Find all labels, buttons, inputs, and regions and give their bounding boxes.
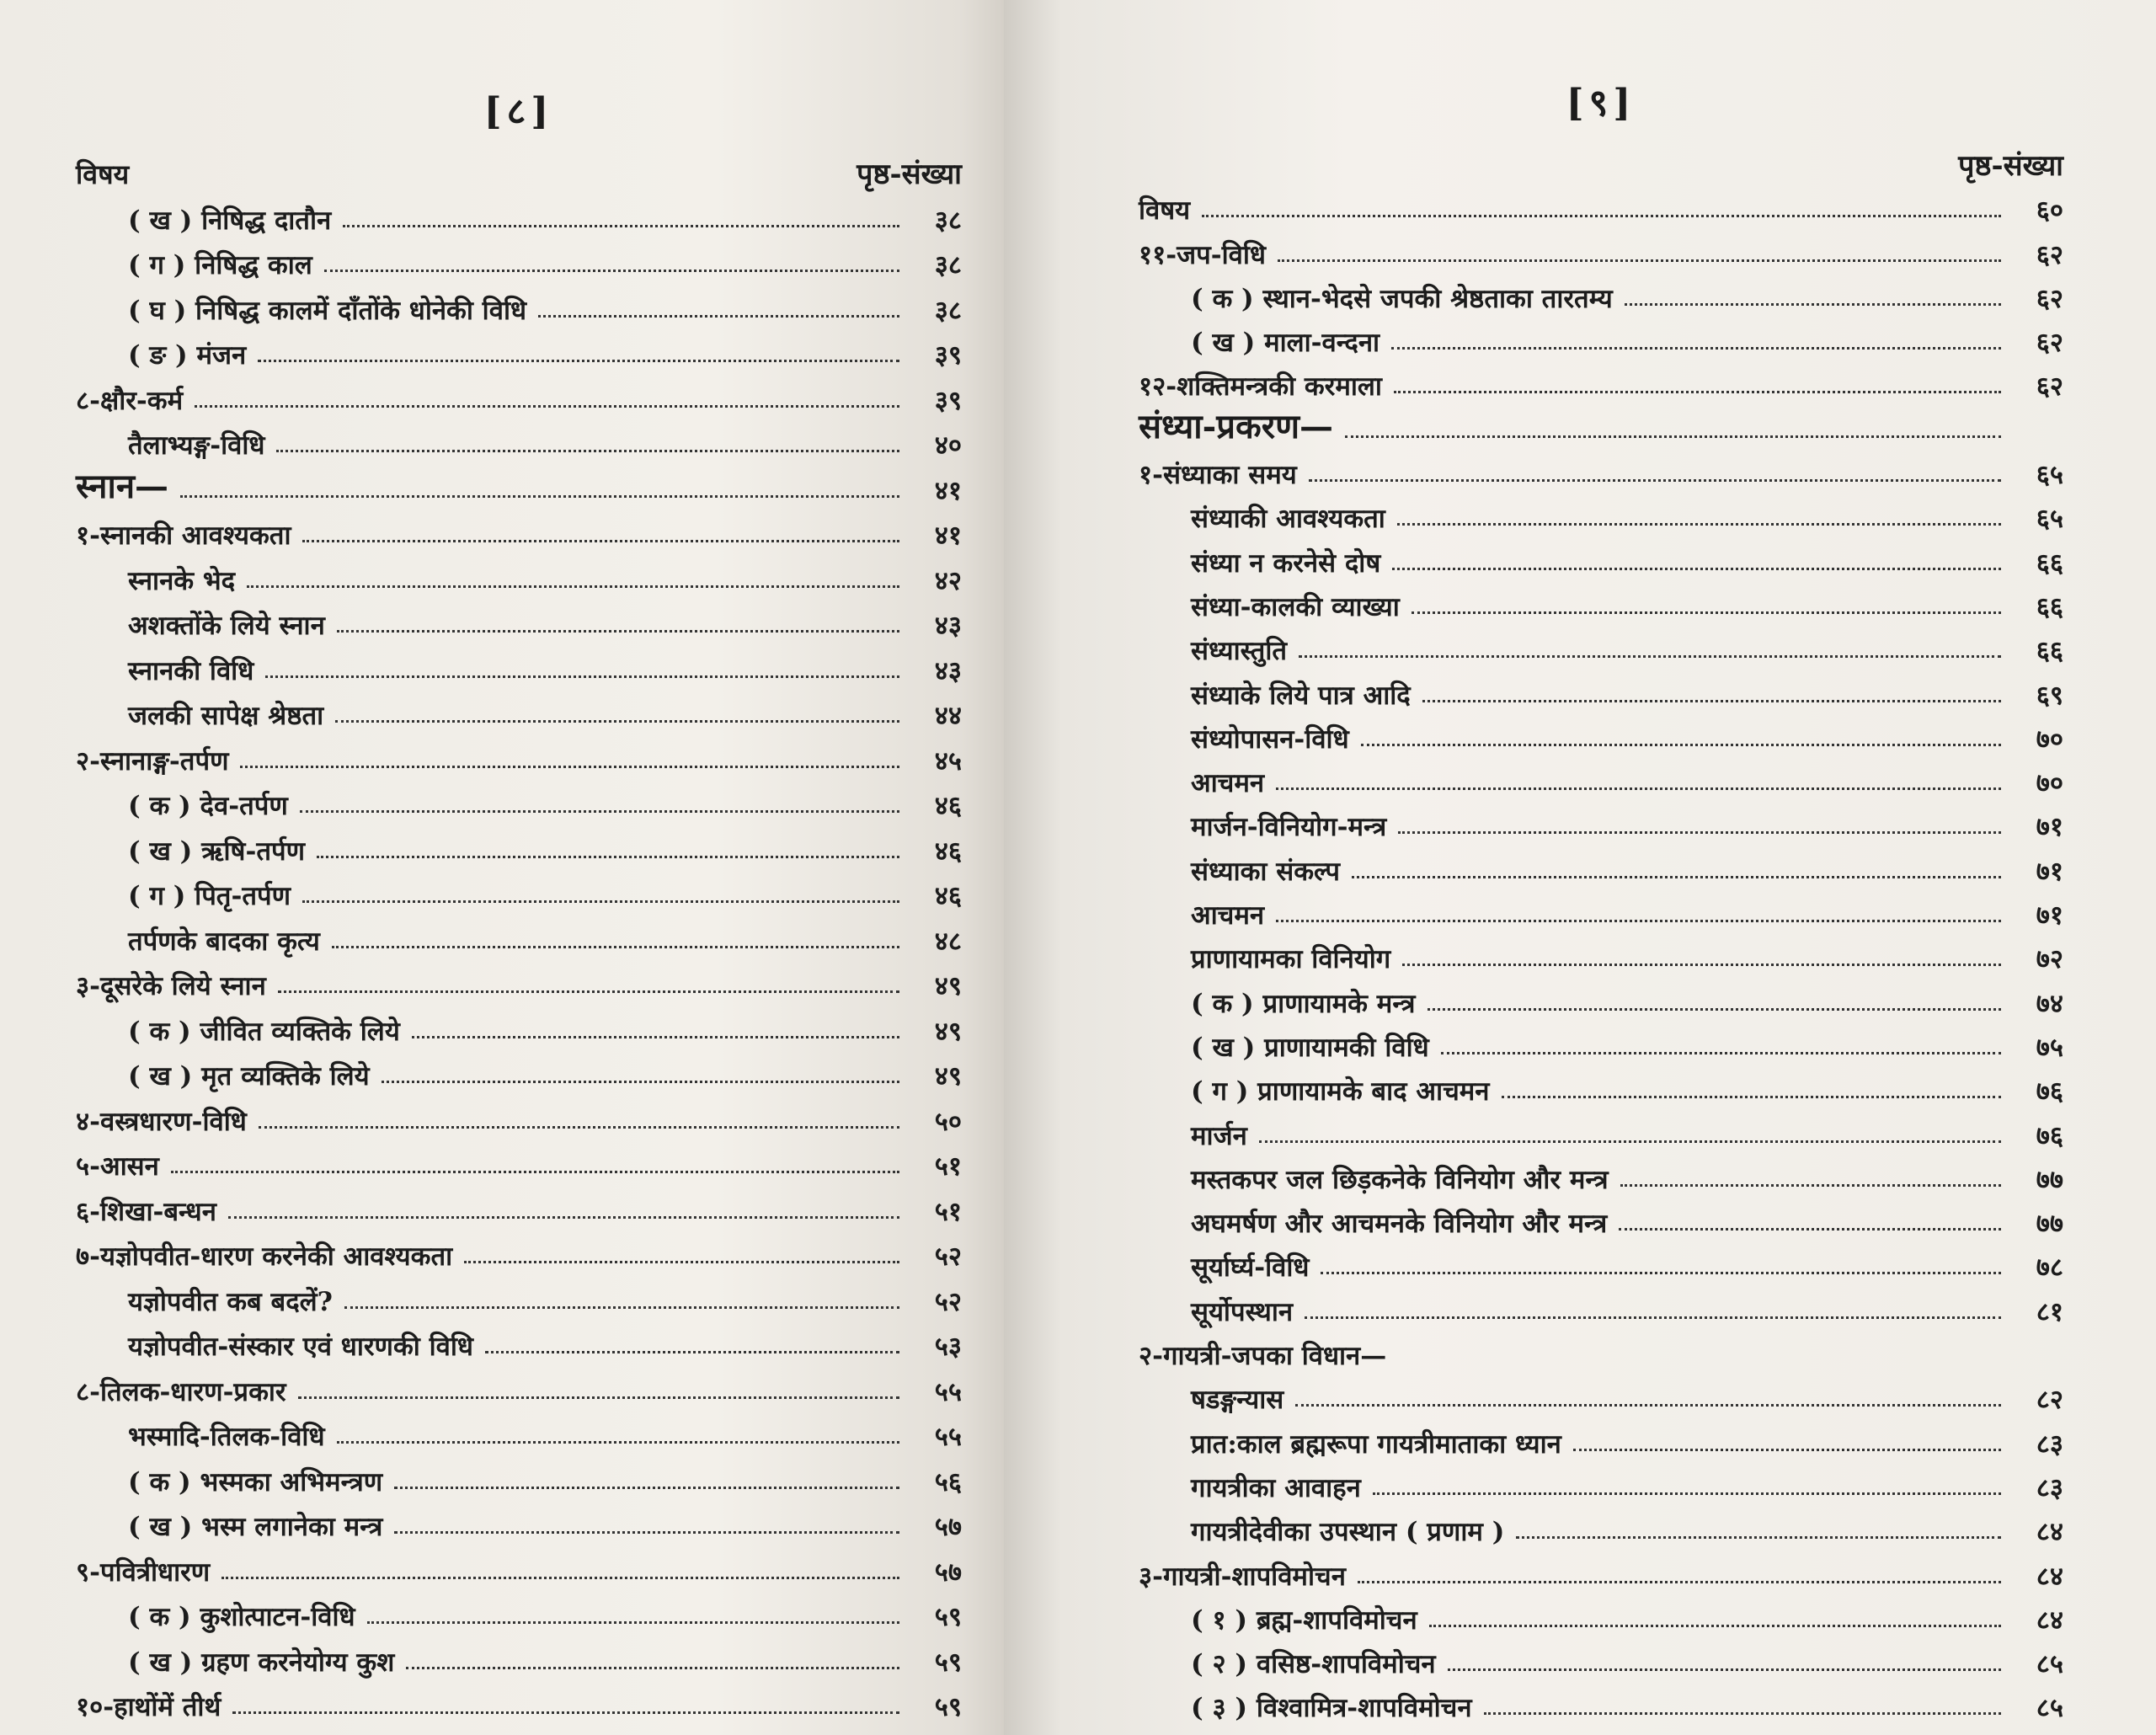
dot-leader (1321, 1272, 2001, 1274)
toc-entry-page: ८४ (2036, 1561, 2063, 1592)
toc-entry-page: ५७ (934, 1512, 962, 1542)
page-count-heading: पृष्ठ-संख्या (857, 157, 962, 191)
toc-entry-page: ७८ (2036, 1252, 2063, 1284)
dot-leader (1394, 391, 2001, 393)
toc-entry-title: स्नानकी विधि (128, 655, 254, 686)
dot-leader (1345, 435, 2001, 438)
dot-leader (1502, 1096, 2001, 1098)
dot-leader (1299, 655, 2001, 658)
toc-entry (1139, 272, 2063, 316)
toc-entry (76, 778, 962, 824)
toc-entry-title: ( क ) जीवित व्यक्तिके लिये (128, 1016, 400, 1047)
toc-entry (1139, 1065, 2063, 1108)
dot-leader (344, 1306, 899, 1309)
toc-entry-title: ( ख ) माला-वन्दना (1191, 328, 1380, 359)
toc-entry-page: ५२ (934, 1241, 962, 1272)
dot-leader (1276, 787, 2001, 790)
toc-entry (1139, 668, 2063, 712)
toc-entry-page: ५३ (934, 1332, 962, 1362)
toc-entry (76, 418, 962, 463)
toc-entry (76, 1093, 962, 1139)
toc-entry-title: विषय (1139, 195, 1191, 227)
toc-entry (1139, 1505, 2063, 1549)
dot-leader (485, 1351, 899, 1353)
toc-entry-title: तैलाभ्यङ्ग-विधि (128, 430, 265, 461)
toc-entry-page: ४९ (934, 1016, 962, 1047)
toc-entry (1139, 1197, 2063, 1241)
toc-entry (76, 1409, 962, 1455)
toc-entry (76, 282, 962, 328)
dot-leader (464, 1261, 899, 1263)
dot-leader (1305, 1316, 2001, 1319)
dot-leader (1278, 259, 2001, 262)
toc-entry (1139, 536, 2063, 579)
toc-entry (1139, 844, 2063, 888)
toc-entry-title: ९-पवित्रीधारण (76, 1556, 211, 1588)
toc-entry (76, 868, 962, 914)
toc-entry (1139, 184, 2063, 227)
dot-leader (1391, 347, 2001, 350)
toc-entry (76, 1139, 962, 1184)
toc-entry (1139, 1108, 2063, 1152)
toc-entry-page: ५९ (934, 1647, 962, 1678)
toc-entry-page: ६९ (2036, 680, 2063, 711)
toc-entry (1139, 580, 2063, 624)
toc-entry-page: ७७ (2036, 1164, 2063, 1195)
toc-entry (76, 913, 962, 958)
dot-leader (221, 1577, 899, 1579)
dot-leader (1428, 1008, 2001, 1011)
toc-list (1139, 227, 2063, 1725)
toc-entry-page: ५९ (934, 1692, 962, 1722)
toc-entry-title: ( १ ) ब्रह्म-शापविमोचन (1191, 1604, 1417, 1636)
toc-entry-page: ६२ (2036, 283, 2063, 314)
toc-entry (76, 1003, 962, 1049)
column-header (76, 136, 962, 192)
dot-leader (259, 1126, 899, 1129)
dot-leader (1620, 1184, 2001, 1187)
toc-entry-page: ४५ (934, 745, 962, 777)
toc-entry (76, 372, 962, 418)
dot-leader (180, 495, 899, 498)
toc-entry-title: १०-हाथोंमें तीर्थ (76, 1692, 221, 1722)
toc-entry-page: ५९ (934, 1602, 962, 1632)
toc-entry-title: स्नानके भेद (128, 565, 236, 596)
dot-leader (1295, 1404, 2001, 1407)
toc-entry-title: ( ख ) प्राणायामकी विधि (1191, 1032, 1429, 1063)
subject-heading: विषय (76, 158, 130, 190)
toc-entry-title: ( ङ ) मंजन (128, 340, 247, 371)
toc-entry (1139, 624, 2063, 668)
toc-entry-page: ७४ (2036, 988, 2063, 1019)
toc-entry-title: ( क ) स्थान-भेदसे जपकी श्रेष्ठताका तारतम्य (1191, 283, 1613, 314)
toc-entry-page: ७१ (2036, 900, 2063, 932)
dot-leader (240, 766, 899, 768)
dot-leader (1516, 1536, 2001, 1539)
toc-entry-title: २-गायत्री-जपका विधान— (1139, 1341, 1387, 1372)
dot-leader (1402, 964, 2001, 966)
dot-leader (1361, 744, 2001, 746)
dot-leader (1448, 1668, 2001, 1671)
dot-leader (228, 1216, 899, 1219)
toc-entry (76, 1499, 962, 1545)
toc-entry (1139, 756, 2063, 800)
toc-entry (76, 192, 962, 238)
toc-entry-title: ( क ) भस्मका अभिमन्त्रण (128, 1466, 383, 1497)
toc-entry-page: ३९ (934, 340, 962, 371)
toc-entry-page: ६६ (2036, 636, 2063, 667)
toc-entry-title: ( क ) देव-तर्पण (128, 791, 288, 821)
toc-entry (76, 1544, 962, 1589)
toc-entry-title: यज्ञोपवीत-संस्कार एवं धारणकी विधि (128, 1332, 473, 1362)
toc-entry-page: ७६ (2036, 1120, 2063, 1151)
toc-entry-page: ३९ (934, 385, 962, 416)
dot-leader (394, 1531, 899, 1534)
toc-entry (76, 1634, 962, 1679)
toc-entry-title: षडङ्गन्यास (1191, 1385, 1284, 1416)
toc-entry-page: ५० (934, 1106, 962, 1137)
dot-leader (1352, 876, 2001, 878)
toc-entry (1139, 1284, 2063, 1328)
dot-leader (337, 1441, 899, 1444)
toc-entry-page: ७० (2036, 768, 2063, 799)
dot-leader (1202, 215, 2001, 217)
toc-entry-page: ३८ (934, 250, 962, 280)
toc-entry (1139, 1241, 2063, 1284)
toc-entry-page: ६५ (2036, 504, 2063, 535)
toc-entry-page: ७२ (2036, 944, 2063, 975)
toc-entry-page: ७७ (2036, 1209, 2063, 1240)
toc-entry (1139, 1549, 2063, 1593)
toc-entry-page: ८२ (2036, 1385, 2063, 1416)
dot-leader (406, 1667, 899, 1669)
dot-leader (1373, 1492, 2001, 1495)
toc-entry-page: ८३ (2036, 1472, 2063, 1503)
left-page (0, 0, 1021, 1735)
toc-entry-title: ( ख ) ऋषि-तर्पण (128, 835, 306, 867)
toc-entry-page: ५६ (934, 1466, 962, 1497)
toc-entry (76, 508, 962, 553)
toc-entry-title: संध्यास्तुति (1191, 636, 1288, 667)
dot-leader (300, 810, 899, 813)
dot-leader (276, 450, 899, 452)
toc-entry-title: ६-शिखा-बन्धन (76, 1196, 216, 1227)
toc-entry-title: ( क ) प्राणायामके मन्त्र (1191, 988, 1416, 1019)
toc-entry-title: भस्मादि-तिलक-विधि (128, 1422, 325, 1452)
toc-entry (1139, 448, 2063, 492)
dot-leader (1397, 523, 2001, 526)
dot-leader (332, 946, 899, 948)
toc-entry-title: ३-दूसरेके लिये स्नान (76, 971, 266, 1001)
dot-leader (1309, 479, 2001, 482)
toc-entry (1139, 976, 2063, 1020)
toc-entry-title: स्नान— (76, 466, 169, 506)
toc-entry-title: सूर्योपस्थान (1191, 1296, 1294, 1327)
toc-entry-page: ५७ (934, 1556, 962, 1588)
toc-entry (1139, 492, 2063, 536)
toc-entry-page: ७५ (2036, 1032, 2063, 1063)
dot-leader (247, 585, 899, 588)
dot-leader (343, 225, 899, 227)
toc-entry-title: संध्या-प्रकरण— (1139, 406, 1334, 446)
toc-entry-title: ३-गायत्री-शापविमोचन (1139, 1561, 1346, 1592)
toc-entry-page: ५२ (934, 1286, 962, 1317)
toc-entry (1139, 1681, 2063, 1725)
toc-entry-title: तर्पणके बादका कृत्य (128, 926, 320, 957)
toc-entry (1139, 713, 2063, 756)
dot-leader (298, 1396, 899, 1399)
toc-entry-title: प्रात:काल ब्रह्मरूपा गायत्रीमाताका ध्यान (1191, 1428, 1561, 1460)
toc-entry-title: १२-शक्तिमन्त्रकी करमाला (1139, 371, 1382, 403)
toc-entry-page: ६२ (2036, 328, 2063, 359)
dot-leader (1619, 1228, 2001, 1231)
toc-entry-title: संध्याके लिये पात्र आदि (1191, 680, 1411, 711)
toc-entry-title: मस्तकपर जल छिड़कनेके विनियोग और मन्त्र (1191, 1164, 1609, 1195)
toc-entry-page: ४३ (934, 611, 962, 641)
toc-entry-title: मार्जन (1191, 1120, 1247, 1151)
toc-entry-title: ( ख ) भस्म लगानेका मन्त्र (128, 1512, 383, 1542)
toc-entry (1139, 1461, 2063, 1505)
toc-entry-page: ४९ (934, 1061, 962, 1092)
toc-entry-page: ४६ (934, 881, 962, 911)
toc-entry-title: जलकी सापेक्ष श्रेष्ठता (128, 701, 324, 731)
dot-leader (265, 675, 899, 678)
dot-leader (382, 1081, 899, 1083)
toc-entry (76, 823, 962, 868)
toc-entry (76, 1364, 962, 1409)
toc-entry-title: ५-आसन (76, 1151, 159, 1182)
dot-leader (1259, 1140, 2001, 1143)
right-page (1004, 0, 2156, 1735)
toc-entry-title: ( ख ) निषिद्ध दातौन (128, 205, 332, 236)
toc-entry-page: ८५ (2036, 1649, 2063, 1680)
toc-entry (76, 1273, 962, 1319)
toc-entry (1139, 360, 2063, 403)
toc-entry (76, 598, 962, 643)
toc-entry-title: यज्ञोपवीत कब बदलें? (128, 1286, 333, 1317)
toc-entry (76, 1183, 962, 1229)
toc-entry-page: ६६ (2036, 547, 2063, 579)
toc-entry (76, 1229, 962, 1274)
dot-leader (171, 1171, 899, 1173)
toc-entry-title: संध्योपासन-विधि (1191, 723, 1349, 755)
dot-leader (1276, 920, 2001, 922)
toc-entry-title: मार्जन-विनियोग-मन्त्र (1191, 812, 1387, 843)
toc-entry-page: ३८ (934, 295, 962, 326)
toc-entry-page: ७१ (2036, 812, 2063, 843)
toc-entry (76, 1679, 962, 1725)
dot-leader (1398, 831, 2001, 834)
dot-leader (538, 315, 899, 318)
column-header (1139, 128, 2063, 184)
toc-entry-page: ४१ (934, 475, 962, 506)
toc-entry-title: २-स्नानाङ्ग-तर्पण (76, 745, 229, 777)
toc-entry (1139, 1373, 2063, 1417)
toc-entry (76, 1049, 962, 1094)
dot-leader (337, 630, 899, 633)
toc-entry-page: ४३ (934, 655, 962, 686)
toc-entry (76, 1589, 962, 1635)
dot-leader (258, 360, 899, 362)
toc-entry-page: ६५ (2036, 460, 2063, 491)
toc-entry (76, 688, 962, 734)
toc-entry-title: अघमर्षण और आचमनके विनियोग और मन्त्र (1191, 1209, 1608, 1240)
dot-leader (1422, 700, 2001, 702)
toc-entry-title: १-स्नानकी आवश्यकता (76, 520, 291, 551)
toc-entry (1139, 1153, 2063, 1197)
dot-leader (1412, 611, 2001, 614)
toc-entry (1139, 1021, 2063, 1065)
toc-entry-title: सूर्यार्घ्य-विधि (1191, 1252, 1310, 1284)
toc-entry-page: ७६ (2036, 1076, 2063, 1108)
toc-entry-page: ४६ (934, 791, 962, 821)
toc-entry-title: ११-जप-विधि (1139, 239, 1266, 270)
toc-entry-title: ( ग ) पितृ-तर्पण (128, 881, 291, 911)
toc-entry-title: संध्या न करनेसे दोष (1191, 547, 1381, 579)
toc-entry-page: ५१ (934, 1151, 962, 1182)
dot-leader (367, 1621, 899, 1624)
toc-entry-page: ८४ (2036, 1517, 2063, 1548)
dot-leader (195, 405, 899, 408)
toc-list (76, 192, 962, 1724)
toc-entry-title: ( ३ ) विश्वामित्र-शापविमोचन (1191, 1693, 1472, 1724)
toc-entry (76, 733, 962, 778)
toc-entry (76, 553, 962, 598)
toc-entry-page: ४६ (934, 835, 962, 867)
dot-leader (232, 1711, 899, 1714)
toc-entry (76, 958, 962, 1004)
toc-entry-title: अशक्तोंके लिये स्नान (128, 611, 325, 641)
toc-entry-title: संध्या-कालकी व्याख्या (1191, 591, 1400, 622)
toc-entry-page: ४८ (934, 926, 962, 957)
toc-entry-page: ८१ (2036, 1296, 2063, 1327)
dot-leader (317, 856, 899, 858)
dot-leader (302, 540, 899, 542)
toc-entry-page: ३८ (934, 205, 962, 236)
dot-leader (1484, 1712, 2001, 1715)
toc-entry-title: ( ग ) निषिद्ध काल (128, 250, 312, 280)
toc-entry-title: ( क ) कुशोत्पाटन-विधि (128, 1602, 355, 1632)
toc-entry-page: ४४ (934, 701, 962, 731)
toc-entry-title: ( ख ) मृत व्यक्तिके लिये (128, 1061, 370, 1092)
dot-leader (324, 270, 899, 272)
toc-entry-title: १-संध्याका समय (1139, 460, 1297, 491)
dot-leader (335, 720, 899, 723)
toc-entry-title: ( २ ) वसिष्ठ-शापविमोचन (1191, 1649, 1436, 1680)
page-count-heading: पृष्ठ-संख्या (1958, 149, 2063, 183)
toc-entry (1139, 1329, 2063, 1373)
toc-entry-page: ६६ (2036, 591, 2063, 622)
toc-entry-page: ४२ (934, 565, 962, 596)
dot-leader (1358, 1581, 2001, 1583)
toc-entry-title: ७-यज्ञोपवीत-धारण करनेकी आवश्यकता (76, 1241, 453, 1272)
toc-entry-title: संध्याका संकल्प (1191, 856, 1340, 887)
toc-entry-title: आचमन (1191, 768, 1265, 799)
toc-entry (1139, 1637, 2063, 1681)
dot-leader (302, 900, 899, 903)
toc-entry-page: ५५ (934, 1376, 962, 1407)
toc-entry-title: ( ग ) प्राणायामके बाद आचमन (1191, 1076, 1490, 1108)
page-number: [९] (1566, 82, 1636, 125)
toc-entry (76, 643, 962, 688)
toc-entry-title: गायत्रीका आवाहन (1191, 1472, 1361, 1503)
toc-entry-page: ८४ (2036, 1604, 2063, 1636)
toc-entry-title: ८-तिलक-धारण-प्रकार (76, 1376, 286, 1407)
toc-entry-page: ७० (2036, 723, 2063, 755)
toc-entry-page: ५१ (934, 1196, 962, 1227)
toc-entry (76, 1454, 962, 1499)
toc-entry (1139, 932, 2063, 976)
toc-entry (76, 1319, 962, 1364)
dot-leader (412, 1036, 899, 1038)
dot-leader (1573, 1449, 2001, 1451)
toc-entry-title: ( घ ) निषिद्ध कालमें दाँतोंके धोनेकी विधि (128, 295, 527, 326)
toc-entry (1139, 889, 2063, 932)
toc-entry-title: प्राणायामका विनियोग (1191, 944, 1391, 975)
dot-leader (1429, 1625, 2001, 1627)
toc-entry-page: ६२ (2036, 371, 2063, 403)
dot-leader (278, 990, 899, 993)
toc-entry-page: ४१ (934, 520, 962, 551)
dot-leader (394, 1487, 899, 1489)
toc-entry-title: गायत्रीदेवीका उपस्थान ( प्रणाम ) (1191, 1517, 1505, 1548)
page-number: [८] (483, 90, 554, 133)
toc-entry (76, 238, 962, 283)
dot-leader (1441, 1052, 2001, 1054)
toc-entry (1139, 316, 2063, 360)
toc-entry (1139, 1594, 2063, 1637)
toc-entry-page: ७१ (2036, 856, 2063, 887)
toc-entry-page: ८३ (2036, 1428, 2063, 1460)
toc-entry-title: ८-क्षौर-कर्म (76, 385, 184, 416)
toc-entry (1139, 227, 2063, 271)
toc-entry-title: आचमन (1191, 900, 1265, 932)
toc-entry-page: ६० (2036, 195, 2063, 227)
toc-section-heading (1139, 403, 2063, 447)
toc-entry (1139, 800, 2063, 844)
toc-entry-title: संध्याकी आवश्यकता (1191, 504, 1385, 535)
dot-leader (1625, 303, 2001, 306)
toc-entry-page: ८५ (2036, 1693, 2063, 1724)
toc-entry-page: ४९ (934, 971, 962, 1001)
toc-entry-page: ४० (934, 430, 962, 461)
toc-entry-title: ( ख ) ग्रहण करनेयोग्य कुश (128, 1647, 395, 1678)
toc-entry-page: ५५ (934, 1422, 962, 1452)
toc-entry (76, 328, 962, 373)
toc-section-heading (76, 462, 962, 508)
toc-entry-title: ४-वस्त्रधारण-विधि (76, 1106, 247, 1137)
toc-entry (1139, 1417, 2063, 1460)
dot-leader (1392, 568, 2001, 570)
toc-entry-page: ६२ (2036, 239, 2063, 270)
